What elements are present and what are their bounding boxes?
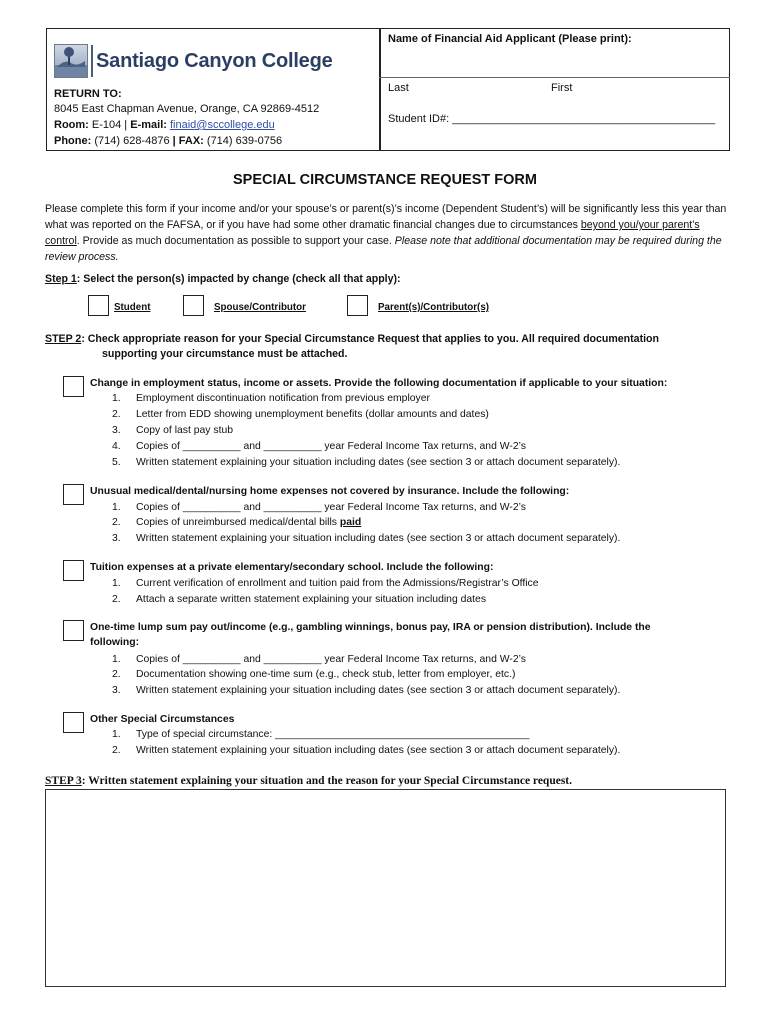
list-item: 3. Written statement explaining your situation including dates (see section 3 or attach document separately).: [112, 685, 621, 696]
list-item: 1. Employment discontinuation notification from previous employer: [112, 393, 430, 404]
phone-fax-line: Phone: (714) 628-4876 | FAX: (714) 639-0756: [54, 135, 283, 147]
list-item: 2. Copies of unreimbursed medical/dental bills paid: [112, 517, 362, 528]
student-checkbox-label: Student: [114, 302, 151, 313]
step3-heading: STEP 3: Written statement explaining your situation and the reason for your Special Circumstance request.: [45, 775, 573, 787]
applicant-name-label: Name of Financial Aid Applicant (Please print):: [388, 33, 632, 45]
list-item: 1. Copies of __________ and __________ year Federal Income Tax returns, and W-2’s: [112, 654, 526, 665]
list-item: 1. Copies of __________ and __________ year Federal Income Tax returns, and W-2’s: [112, 502, 526, 513]
first-name-label: First: [551, 82, 573, 94]
list-item: 4. Copies of __________ and __________ year Federal Income Tax returns, and W-2’s: [112, 441, 526, 452]
intro-paragraph: Please complete this form if your income and/or your spouse’s or parent(s)’s income (Dependent Student’s) will be significantly less this year than what was reported on the FAFSA, or if you have had some other dramatic financial changes due to circumstances beyond you/your parent’s control. Provide as much documentation as possible to support your case. Please note that additional documentation may be required during the review process.: [45, 203, 727, 263]
employment-change-heading: Change in employment status, income or assets. Provide the following documentation if applicable to your situation:: [90, 378, 668, 389]
applicant-name-line: [379, 77, 730, 78]
room-email-line: Room: E-104 | E-mail: finaid@sccollege.edu: [54, 119, 275, 131]
list-item: 2. Attach a separate written statement explaining your situation including dates: [112, 594, 487, 605]
tuition-expenses-checkbox[interactable]: [63, 560, 84, 581]
list-item: 3. Copy of last pay stub: [112, 425, 234, 436]
list-item: 3. Written statement explaining your situation including dates (see section 3 or attach document separately).: [112, 533, 621, 544]
step2-heading: STEP 2: Check appropriate reason for your Special Circumstance Request that applies to you. All required documentation: [45, 333, 659, 345]
spouse-checkbox[interactable]: [183, 295, 204, 316]
form-title: SPECIAL CIRCUMSTANCE REQUEST FORM: [233, 172, 537, 188]
college-logo-icon: [54, 44, 88, 78]
list-item: 1. Current verification of enrollment and tuition paid from the Admissions/Registrar’s Office: [112, 578, 539, 589]
other-circumstances-heading: Other Special Circumstances: [90, 714, 235, 725]
lump-sum-heading: One-time lump sum pay out/income (e.g., gambling winnings, bonus pay, IRA or pension distribution). Include the following:: [90, 622, 651, 648]
student-id-field[interactable]: Student ID#: ___________________________________________: [388, 113, 716, 125]
list-item[interactable]: 1. Type of special circumstance: ____________________________________________: [112, 729, 530, 740]
email-link[interactable]: finaid@sccollege.edu: [169, 119, 275, 131]
lump-sum-checkbox[interactable]: [63, 620, 84, 641]
step2-heading-cont: supporting your circumstance must be attached.: [102, 348, 348, 360]
list-item: 2. Letter from EDD showing unemployment benefits (dollar amounts and dates): [112, 409, 489, 420]
return-to-label: RETURN TO:: [54, 88, 122, 100]
medical-expenses-checkbox[interactable]: [63, 484, 84, 505]
list-item: 2. Written statement explaining your situation including dates (see section 3 or attach document separately).: [112, 745, 621, 756]
logo-divider: [91, 45, 93, 77]
return-address: 8045 East Chapman Avenue, Orange, CA 92869-4512: [54, 103, 320, 115]
written-statement-textarea[interactable]: [45, 789, 726, 987]
list-item: 5. Written statement explaining your situation including dates (see section 3 or attach document separately).: [112, 457, 621, 468]
spouse-checkbox-label: Spouse/Contributor: [214, 302, 306, 313]
medical-expenses-heading: Unusual medical/dental/nursing home expenses not covered by insurance. Include the following:: [90, 486, 570, 497]
list-item: 2. Documentation showing one-time sum (e.g., check stub, letter from employer, etc.): [112, 669, 516, 680]
last-name-label: Last: [388, 82, 409, 94]
employment-change-checkbox[interactable]: [63, 376, 84, 397]
parent-checkbox-label: Parent(s)/Contributor(s): [378, 302, 490, 313]
college-name: Santiago Canyon College: [96, 50, 333, 72]
other-circumstances-checkbox[interactable]: [63, 712, 84, 733]
step1-heading: Step 1: Select the person(s) impacted by change (check all that apply):: [45, 273, 401, 285]
tuition-expenses-heading: Tuition expenses at a private elementary/secondary school. Include the following:: [90, 562, 494, 573]
header-divider: [379, 28, 381, 151]
student-checkbox[interactable]: [88, 295, 109, 316]
parent-checkbox[interactable]: [347, 295, 368, 316]
